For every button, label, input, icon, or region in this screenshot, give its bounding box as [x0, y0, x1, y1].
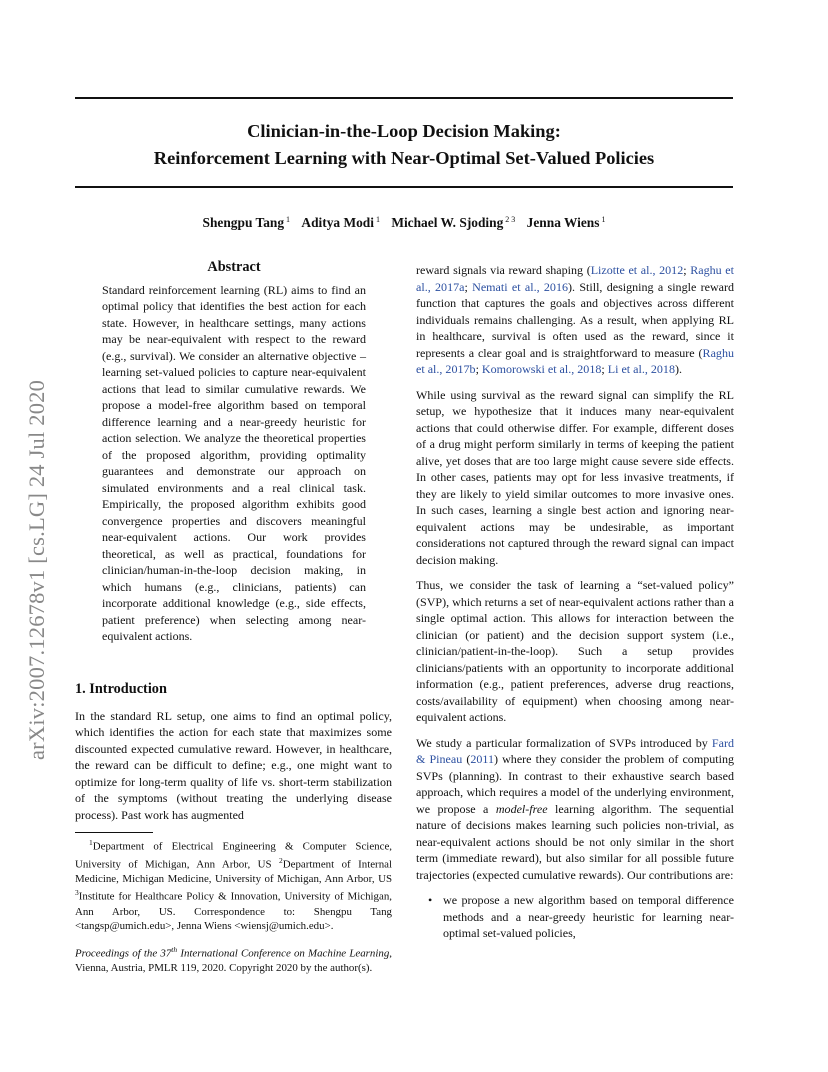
text-run: reward signals via reward shaping ( [416, 263, 591, 277]
footnote-area [75, 836, 392, 976]
footnote-mark: 2 [279, 856, 283, 866]
text-run: ; [475, 362, 482, 376]
body-paragraph: While using survival as the reward signal can simplify the RL setup, we hypothesize that it induces many near-equivalent actions that could otherwise differ. For example, different doses of a drug might perform similarly in terms of keeping the patient alive, yet doses that are too large might cause severe side effects. In other cases, patients may opt for less invasive treatments, if they are likely to yield similar outcomes to more invasive ones. In such cases, learning a single best action and ignoring near-equivalent actions may be undesirable, as important considerations not captured through the reward signal can impact decision making. [416, 387, 734, 567]
proceedings-lead: Proceedings of the [75, 947, 161, 960]
author [301, 215, 380, 230]
abstract-text: Standard reinforcement learning (RL) aims to find an optimal policy that identifies the best action for each state. However, in healthcare settings, many actions may be near-equivalent with respect to the reward (e.g., survival). We consider an alternative objective – learning set-valued policies to capture near-equivalent actions that lead to similar cumulative rewards. We propose a model-free algorithm based on temporal difference learning and a near-greedy heuristic for action selection. We analyze the theoretical properties of the proposed algorithm, providing optimality guarantees and demonstrate our approach on simulated environments and a real clinical task. Empirically, the proposed algorithm exhibits good convergence properties and discovers meaningful near-equivalent actions. Our work provides theoretical, as well as practical, foundations for clinician/human-in-the-loop decision making, in which humans (e.g., clinicians, patients) can incorporate additional knowledge (e.g., side effects, patient preference) when selecting among near-equivalent actions. [102, 282, 366, 643]
author-name: Shengpu Tang [202, 215, 285, 231]
proceedings-ordinal: 37 [160, 947, 172, 960]
footnote-mark: 1 [89, 838, 93, 847]
text-run: ) where they consider the problem of computing SVPs (planning). In contrast to their exhaustive search based approach, which requires a model of the underlying environment, we propose a [416, 752, 734, 816]
body-paragraph [416, 735, 734, 884]
contributions-list [416, 892, 734, 942]
proceedings-ordinal-suffix: th [171, 945, 178, 955]
affiliation-footnote [75, 836, 392, 933]
text-run: ; [683, 263, 691, 277]
text-run: ; [464, 279, 473, 294]
title-line-1: Clinician-in-the-Loop Decision Making: [247, 121, 561, 141]
text-run: ( [462, 752, 471, 766]
title-line-2: Reinforcement Learning with Near-Optimal Set-Valued Policies [153, 148, 655, 168]
text-run: We study a particular formalization of SVPs introduced by [416, 735, 712, 750]
arxiv-identifier-stamp: arXiv:2007.12678v1 [cs.LG] 24 Jul 2020 [24, 379, 49, 760]
footnote-mark: 3 [75, 888, 79, 898]
citation-link[interactable]: Fard & Pineau [416, 735, 734, 766]
citation-link[interactable]: Raghu et al., 2017b [416, 345, 734, 376]
proceedings-note [75, 943, 392, 975]
body-paragraph [416, 262, 734, 378]
author-name: Jenna Wiens [526, 215, 600, 231]
author [391, 215, 515, 230]
abstract-section [102, 259, 366, 645]
citation-link[interactable]: Li et al., 2018 [607, 362, 675, 376]
text-run: ). [674, 362, 683, 376]
text-run: ). Still, designing a single reward function that captures the goals and objectives across different individuals remains challenging. As a result, when applying RL in healthcare, survival is often used as the reward, since it represents a clear goal and is straightforward to measure ( [416, 279, 735, 360]
citation-link[interactable]: Raghu et al., 2017a [416, 263, 734, 294]
right-column [416, 262, 734, 942]
text-run: ; [601, 362, 608, 376]
proceedings-conference: International Conference on Machine Learning [177, 947, 390, 960]
section-heading: 1. Introduction [75, 681, 167, 697]
citation-link[interactable]: 2011 [470, 752, 494, 766]
affiliation-1: Department of Electrical Engineering & Computer Science, University of Michigan, Ann Arbor, US [75, 840, 392, 871]
author-name: Aditya Modi [301, 215, 374, 231]
author-affiliation-mark: 2 3 [505, 215, 516, 224]
author-affiliation-mark: 1 [286, 215, 291, 224]
affiliation-2: Department of Internal Medicine, Michigan Medicine, University of Michigan, Ann Arbor, US [75, 858, 392, 886]
paper-title [75, 118, 733, 172]
author [203, 215, 291, 230]
title-top-rule [75, 97, 733, 99]
abstract-heading: Abstract [207, 259, 261, 275]
emphasis: model-free [495, 801, 548, 816]
citation-link[interactable]: Komorowski et al., 2018 [481, 362, 602, 376]
footnote-rule [75, 832, 153, 833]
body-paragraph: Thus, we consider the task of learning a “set-valued policy” (SVP), which returns a set of near-equivalent actions rather than a single optimal action. This allows for interaction between the clinician (or patient) and the decision support system (i.e., clinician/patient-in-the-loop). Such a setup provides clinicians/patients with an opportunity to incorporate additional information (e.g., patient preferences, adverse drug reactions, costs/availability of equipment) when choosing among near-equivalent actions. [416, 578, 734, 724]
author-affiliation-mark: 1 [601, 215, 606, 224]
author-affiliation-mark: 1 [375, 215, 380, 224]
text-run: learning algorithm. The sequential nature of decisions makes learning such policies non-trivial, as near-equivalent actions should be not only similar in the short term (immediate reward), but also similar for all possible future trajectories (expected cumulative rewards). Our contributions are: [416, 801, 734, 882]
proceedings-details: , Vienna, Austria, PMLR 119, 2020. Copyright 2020 by the author(s). [75, 947, 393, 975]
author-name: Michael W. Sjoding [391, 215, 504, 231]
citation-link[interactable]: Lizotte et al., 2012 [590, 263, 684, 277]
list-item [416, 892, 734, 942]
intro-paragraph: In the standard RL setup, one aims to find an optimal policy, which identifies the action for each state that maximizes some discounted expected cumulative reward. However, in healthcare, the reward can be difficult to define; e.g., one might want to optimize for long-term quality of life vs. short-term stabilization of the symptoms (without treating the underlying disease process). Past work has augmented [75, 708, 392, 822]
author-list [75, 215, 733, 231]
introduction-section [75, 681, 392, 823]
title-bottom-rule [75, 186, 733, 188]
bullet-icon: • [428, 893, 433, 907]
list-item-text: we propose a new algorithm based on temporal difference methods and a near-greedy heuristic for learning near-optimal set-valued policies, [443, 893, 734, 940]
author [527, 215, 606, 230]
citation-link[interactable]: Nemati et al., 2016 [472, 279, 568, 294]
affiliation-3-and-correspondence: Institute for Healthcare Policy & Innovation, University of Michigan, Ann Arbor, US. Correspondence to: Shengpu Tang <tangsp@umich.edu>, Jenna Wiens <wiensj@umich.edu>. [75, 891, 392, 932]
